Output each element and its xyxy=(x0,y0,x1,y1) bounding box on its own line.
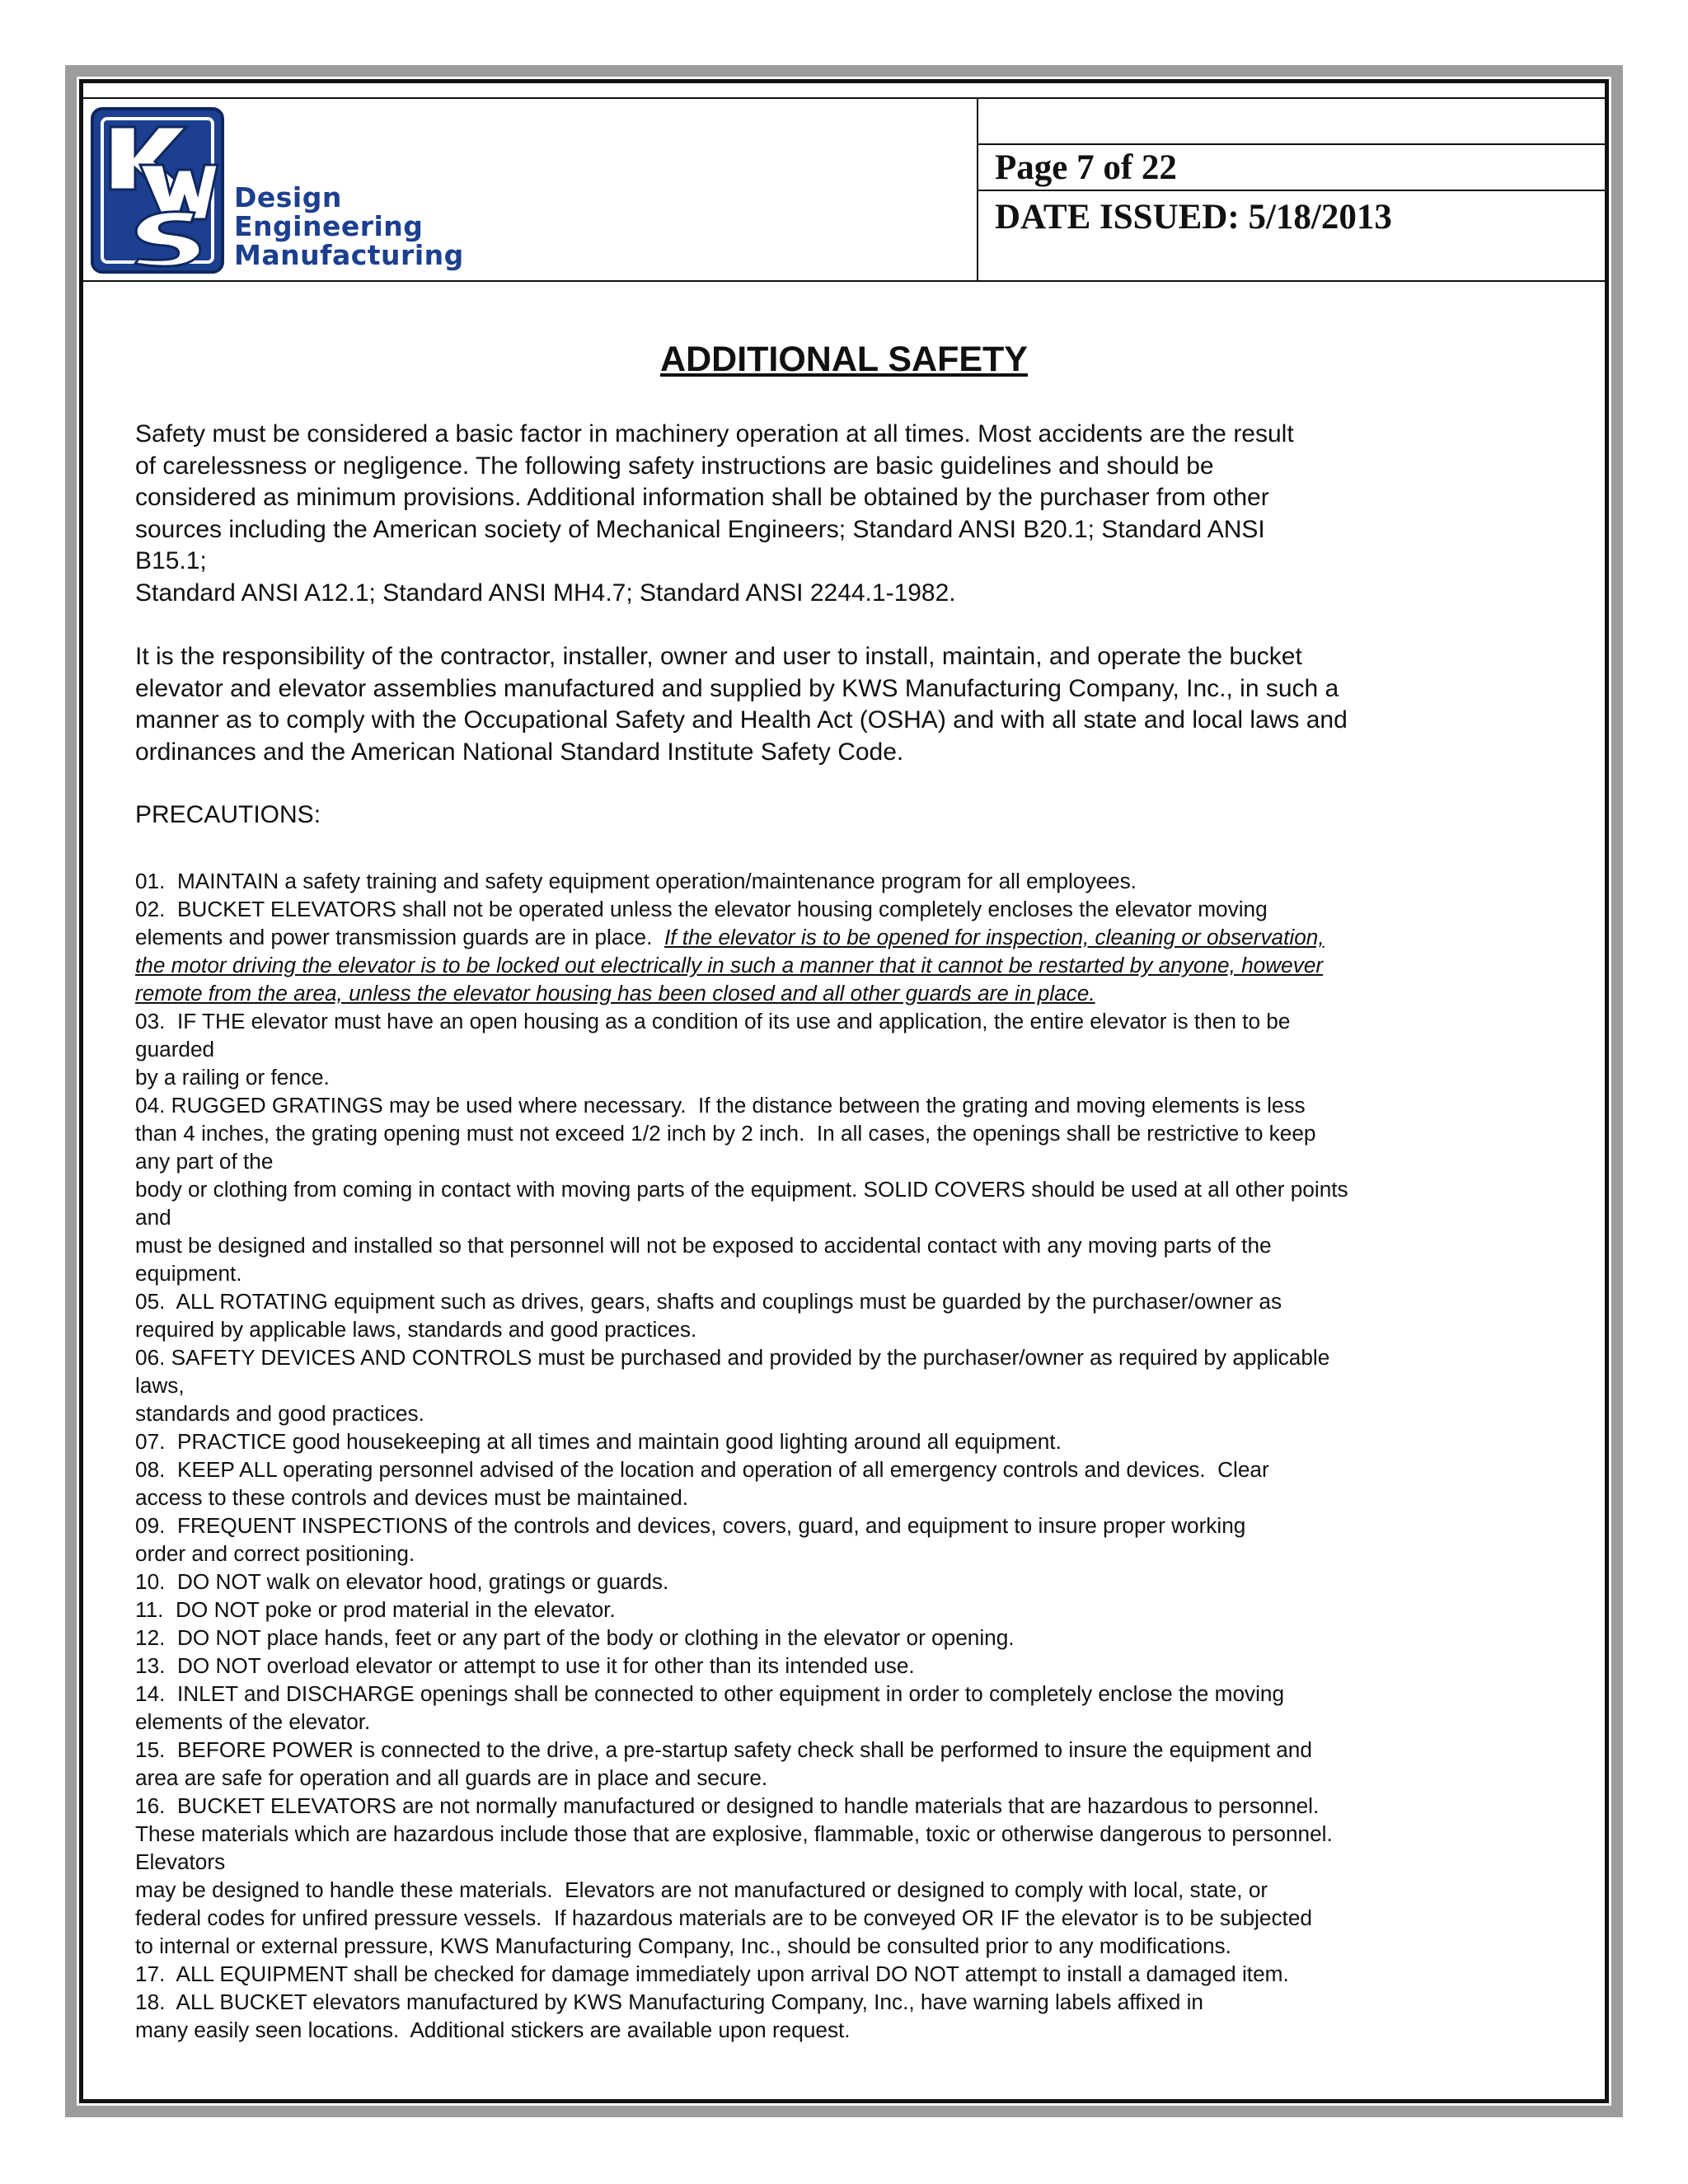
precaution-line xyxy=(135,1596,1569,1624)
precaution-text: Elevators xyxy=(135,1849,226,1874)
precautions-heading: PRECAUTIONS: xyxy=(135,801,321,828)
precaution-text: body or clothing from coming in contact with moving parts of the equipment. SOLID COVERS should be used at all other points xyxy=(135,1177,1348,1202)
precautions-list xyxy=(135,867,1569,2044)
precaution-text: access to these controls and devices must be maintained. xyxy=(135,1485,689,1510)
precaution-line xyxy=(135,1231,1569,1259)
precaution-line xyxy=(135,1091,1569,1119)
precaution-text: 15. BEFORE POWER is connected to the drive, a pre-startup safety check shall be performed to insure the equipment and xyxy=(135,1737,1312,1762)
precaution-text: elements of the elevator. xyxy=(135,1709,371,1734)
precaution-text: 01. MAINTAIN a safety training and safety equipment operation/maintenance program for all employees. xyxy=(135,869,1137,893)
paragraph-line: Standard ANSI A12.1; Standard ANSI MH4.7; Standard ANSI 2244.1-1982. xyxy=(135,579,956,607)
precaution-text: These materials which are hazardous include those that are explosive, flammable, toxic or otherwise dangerous to personnel. xyxy=(135,1821,1333,1846)
paragraph-line: sources including the American society of Mechanical Engineers; Standard ANSI B20.1; Standard ANSI xyxy=(135,515,1265,543)
precaution-line xyxy=(135,1427,1569,1455)
paragraph-line: Safety must be considered a basic factor in machinery operation at all times. Most accidents are the result xyxy=(135,420,1294,448)
paragraph-line: It is the responsibility of the contractor, installer, owner and user to install, maintain, and operate the bucket xyxy=(135,643,1302,670)
paragraph-line: elevator and elevator assemblies manufactured and supplied by KWS Manufacturing Company, Inc., in such a xyxy=(135,674,1339,702)
precaution-line xyxy=(135,1792,1569,1820)
precaution-text: 08. KEEP ALL operating personnel advised of the location and operation of all emergency controls and devices. Clear xyxy=(135,1457,1269,1482)
precaution-text: than 4 inches, the grating opening must not exceed 1/2 inch by 2 inch. In all cases, the openings shall be restrictive to keep xyxy=(135,1121,1316,1146)
precaution-text: 16. BUCKET ELEVATORS are not normally manufactured or designed to handle materials that are hazardous to personnel. xyxy=(135,1793,1320,1818)
precaution-text: many easily seen locations. Additional stickers are available upon request. xyxy=(135,2018,851,2042)
precaution-line xyxy=(135,1764,1569,1792)
section-title: ADDITIONAL SAFETY xyxy=(660,340,1028,379)
precaution-text: elements and power transmission guards are in place. xyxy=(135,925,664,949)
precaution-text: 07. PRACTICE good housekeeping at all times and maintain good lighting around all equipment. xyxy=(135,1429,1062,1454)
paragraph-line: considered as minimum provisions. Additional information shall be obtained by the purchaser from other xyxy=(135,484,1269,511)
precaution-line xyxy=(135,1119,1569,1147)
precaution-text: 04. RUGGED GRATINGS may be used where necessary. If the distance between the grating and moving elements is less xyxy=(135,1093,1306,1118)
precaution-text: 02. BUCKET ELEVATORS shall not be operated unless the elevator housing completely encloses the elevator moving xyxy=(135,897,1268,921)
precaution-emphasis: If the elevator is to be opened for inspection, cleaning or observation, xyxy=(663,925,1325,949)
kws-monogram-icon xyxy=(89,107,229,276)
precaution-text: 18. ALL BUCKET elevators manufactured by KWS Manufacturing Company, Inc., have warning labels affixed in xyxy=(135,1990,1203,2014)
precaution-text: 11. DO NOT poke or prod material in the elevator. xyxy=(135,1597,616,1622)
precaution-line xyxy=(135,1511,1569,1540)
precaution-line xyxy=(135,1568,1569,1596)
precaution-text: equipment. xyxy=(135,1261,242,1286)
precaution-text: and xyxy=(135,1205,171,1230)
paragraph-line: B15.1; xyxy=(135,547,207,574)
precaution-line xyxy=(135,2016,1569,2044)
company-logo xyxy=(89,107,493,276)
precaution-line xyxy=(135,1904,1569,1932)
precaution-line xyxy=(135,1147,1569,1175)
precaution-text: by a railing or fence. xyxy=(135,1065,330,1090)
precaution-line xyxy=(135,1708,1569,1736)
precaution-text: any part of the xyxy=(135,1149,274,1174)
precaution-text: may be designed to handle these materials. Elevators are not manufactured or designed to comply with local, state, or xyxy=(135,1877,1268,1902)
precaution-text: standards and good practices. xyxy=(135,1401,424,1426)
precaution-line xyxy=(135,979,1569,1007)
precaution-text: order and correct positioning. xyxy=(135,1541,415,1566)
precaution-line xyxy=(135,1007,1569,1035)
precaution-line xyxy=(135,1483,1569,1511)
header-rule-top xyxy=(978,143,1605,145)
precaution-text: federal codes for unfired pressure vessels. If hazardous materials are to be conveyed OR IF the elevator is to be subjected xyxy=(135,1905,1312,1930)
precaution-line xyxy=(135,895,1569,923)
precaution-line xyxy=(135,1455,1569,1483)
precaution-text: 12. DO NOT place hands, feet or any part of the body or clothing in the elevator or opening. xyxy=(135,1625,1015,1650)
precaution-text: 14. INLET and DISCHARGE openings shall be connected to other equipment in order to completely enclose the moving xyxy=(135,1681,1285,1706)
precaution-line xyxy=(135,1736,1569,1764)
precaution-line xyxy=(135,1371,1569,1399)
precaution-text: 17. ALL EQUIPMENT shall be checked for damage immediately upon arrival DO NOT attempt to install a damaged item. xyxy=(135,1961,1289,1986)
header-rule-middle xyxy=(978,190,1605,191)
precaution-text: 05. ALL ROTATING equipment such as drives, gears, shafts and couplings must be guarded by the purchaser/owner as xyxy=(135,1289,1282,1314)
precaution-line xyxy=(135,1932,1569,1960)
page-number: Page 7 of 22 xyxy=(995,148,1177,187)
precaution-line xyxy=(135,1035,1569,1063)
precaution-line xyxy=(135,1399,1569,1427)
precaution-text: area are safe for operation and all guards are in place and secure. xyxy=(135,1765,768,1790)
precaution-line xyxy=(135,1175,1569,1203)
precaution-line xyxy=(135,867,1569,895)
precaution-line xyxy=(135,1624,1569,1652)
precaution-text: 13. DO NOT overload elevator or attempt to use it for other than its intended use. xyxy=(135,1653,915,1678)
precaution-line xyxy=(135,1960,1569,1988)
precaution-line xyxy=(135,1259,1569,1287)
intro-paragraph xyxy=(135,419,1569,609)
precaution-line xyxy=(135,1848,1569,1876)
precaution-emphasis: remote from the area, unless the elevator housing has been closed and all other guards are in place. xyxy=(135,981,1095,1005)
precaution-line xyxy=(135,1315,1569,1343)
precaution-line xyxy=(135,951,1569,979)
logo-word-engineering: Engineering xyxy=(234,210,424,242)
precaution-line xyxy=(135,923,1569,951)
date-issued: DATE ISSUED: 5/18/2013 xyxy=(995,198,1392,237)
precaution-line xyxy=(135,1988,1569,2016)
precaution-line xyxy=(135,1876,1569,1904)
logo-wordmark xyxy=(234,183,464,269)
precaution-emphasis: the motor driving the elevator is to be locked out electrically in such a manner that it cannot be restarted by anyone, however xyxy=(135,953,1324,977)
responsibility-paragraph xyxy=(135,641,1569,768)
precaution-line xyxy=(135,1540,1569,1568)
logo-word-design: Design xyxy=(234,181,342,213)
precaution-text: 09. FREQUENT INSPECTIONS of the controls and devices, covers, guard, and equipment to insure proper working xyxy=(135,1513,1246,1538)
precaution-line xyxy=(135,1343,1569,1371)
logo-monogram-text xyxy=(89,107,90,108)
paragraph-line: of carelessness or negligence. The following safety instructions are basic guidelines and should be xyxy=(135,452,1214,480)
precaution-text: guarded xyxy=(135,1037,215,1062)
precaution-line xyxy=(135,1063,1569,1091)
precaution-line xyxy=(135,1287,1569,1315)
precaution-text: 10. DO NOT walk on elevator hood, gratings or guards. xyxy=(135,1569,669,1594)
precaution-line xyxy=(135,1203,1569,1231)
precaution-text: 03. IF THE elevator must have an open housing as a condition of its use and application, the entire elevator is then to be xyxy=(135,1009,1291,1033)
precaution-text: 06. SAFETY DEVICES AND CONTROLS must be purchased and provided by the purchaser/owner as required by applicable xyxy=(135,1345,1330,1370)
precaution-text: laws, xyxy=(135,1373,185,1398)
paragraph-line: manner as to comply with the Occupational Safety and Health Act (OSHA) and with all state and local laws and xyxy=(135,706,1348,733)
precaution-text: must be designed and installed so that personnel will not be exposed to accidental contact with any moving parts of the xyxy=(135,1233,1272,1258)
precaution-text: to internal or external pressure, KWS Manufacturing Company, Inc., should be consulted prior to any modifications. xyxy=(135,1933,1231,1958)
precaution-text: required by applicable laws, standards and good practices. xyxy=(135,1317,697,1342)
precaution-line xyxy=(135,1652,1569,1680)
precaution-line xyxy=(135,1680,1569,1708)
paragraph-line: ordinances and the American National Standard Institute Safety Code. xyxy=(135,738,904,766)
logo-word-manufacturing: Manufacturing xyxy=(234,239,464,271)
precaution-line xyxy=(135,1820,1569,1848)
